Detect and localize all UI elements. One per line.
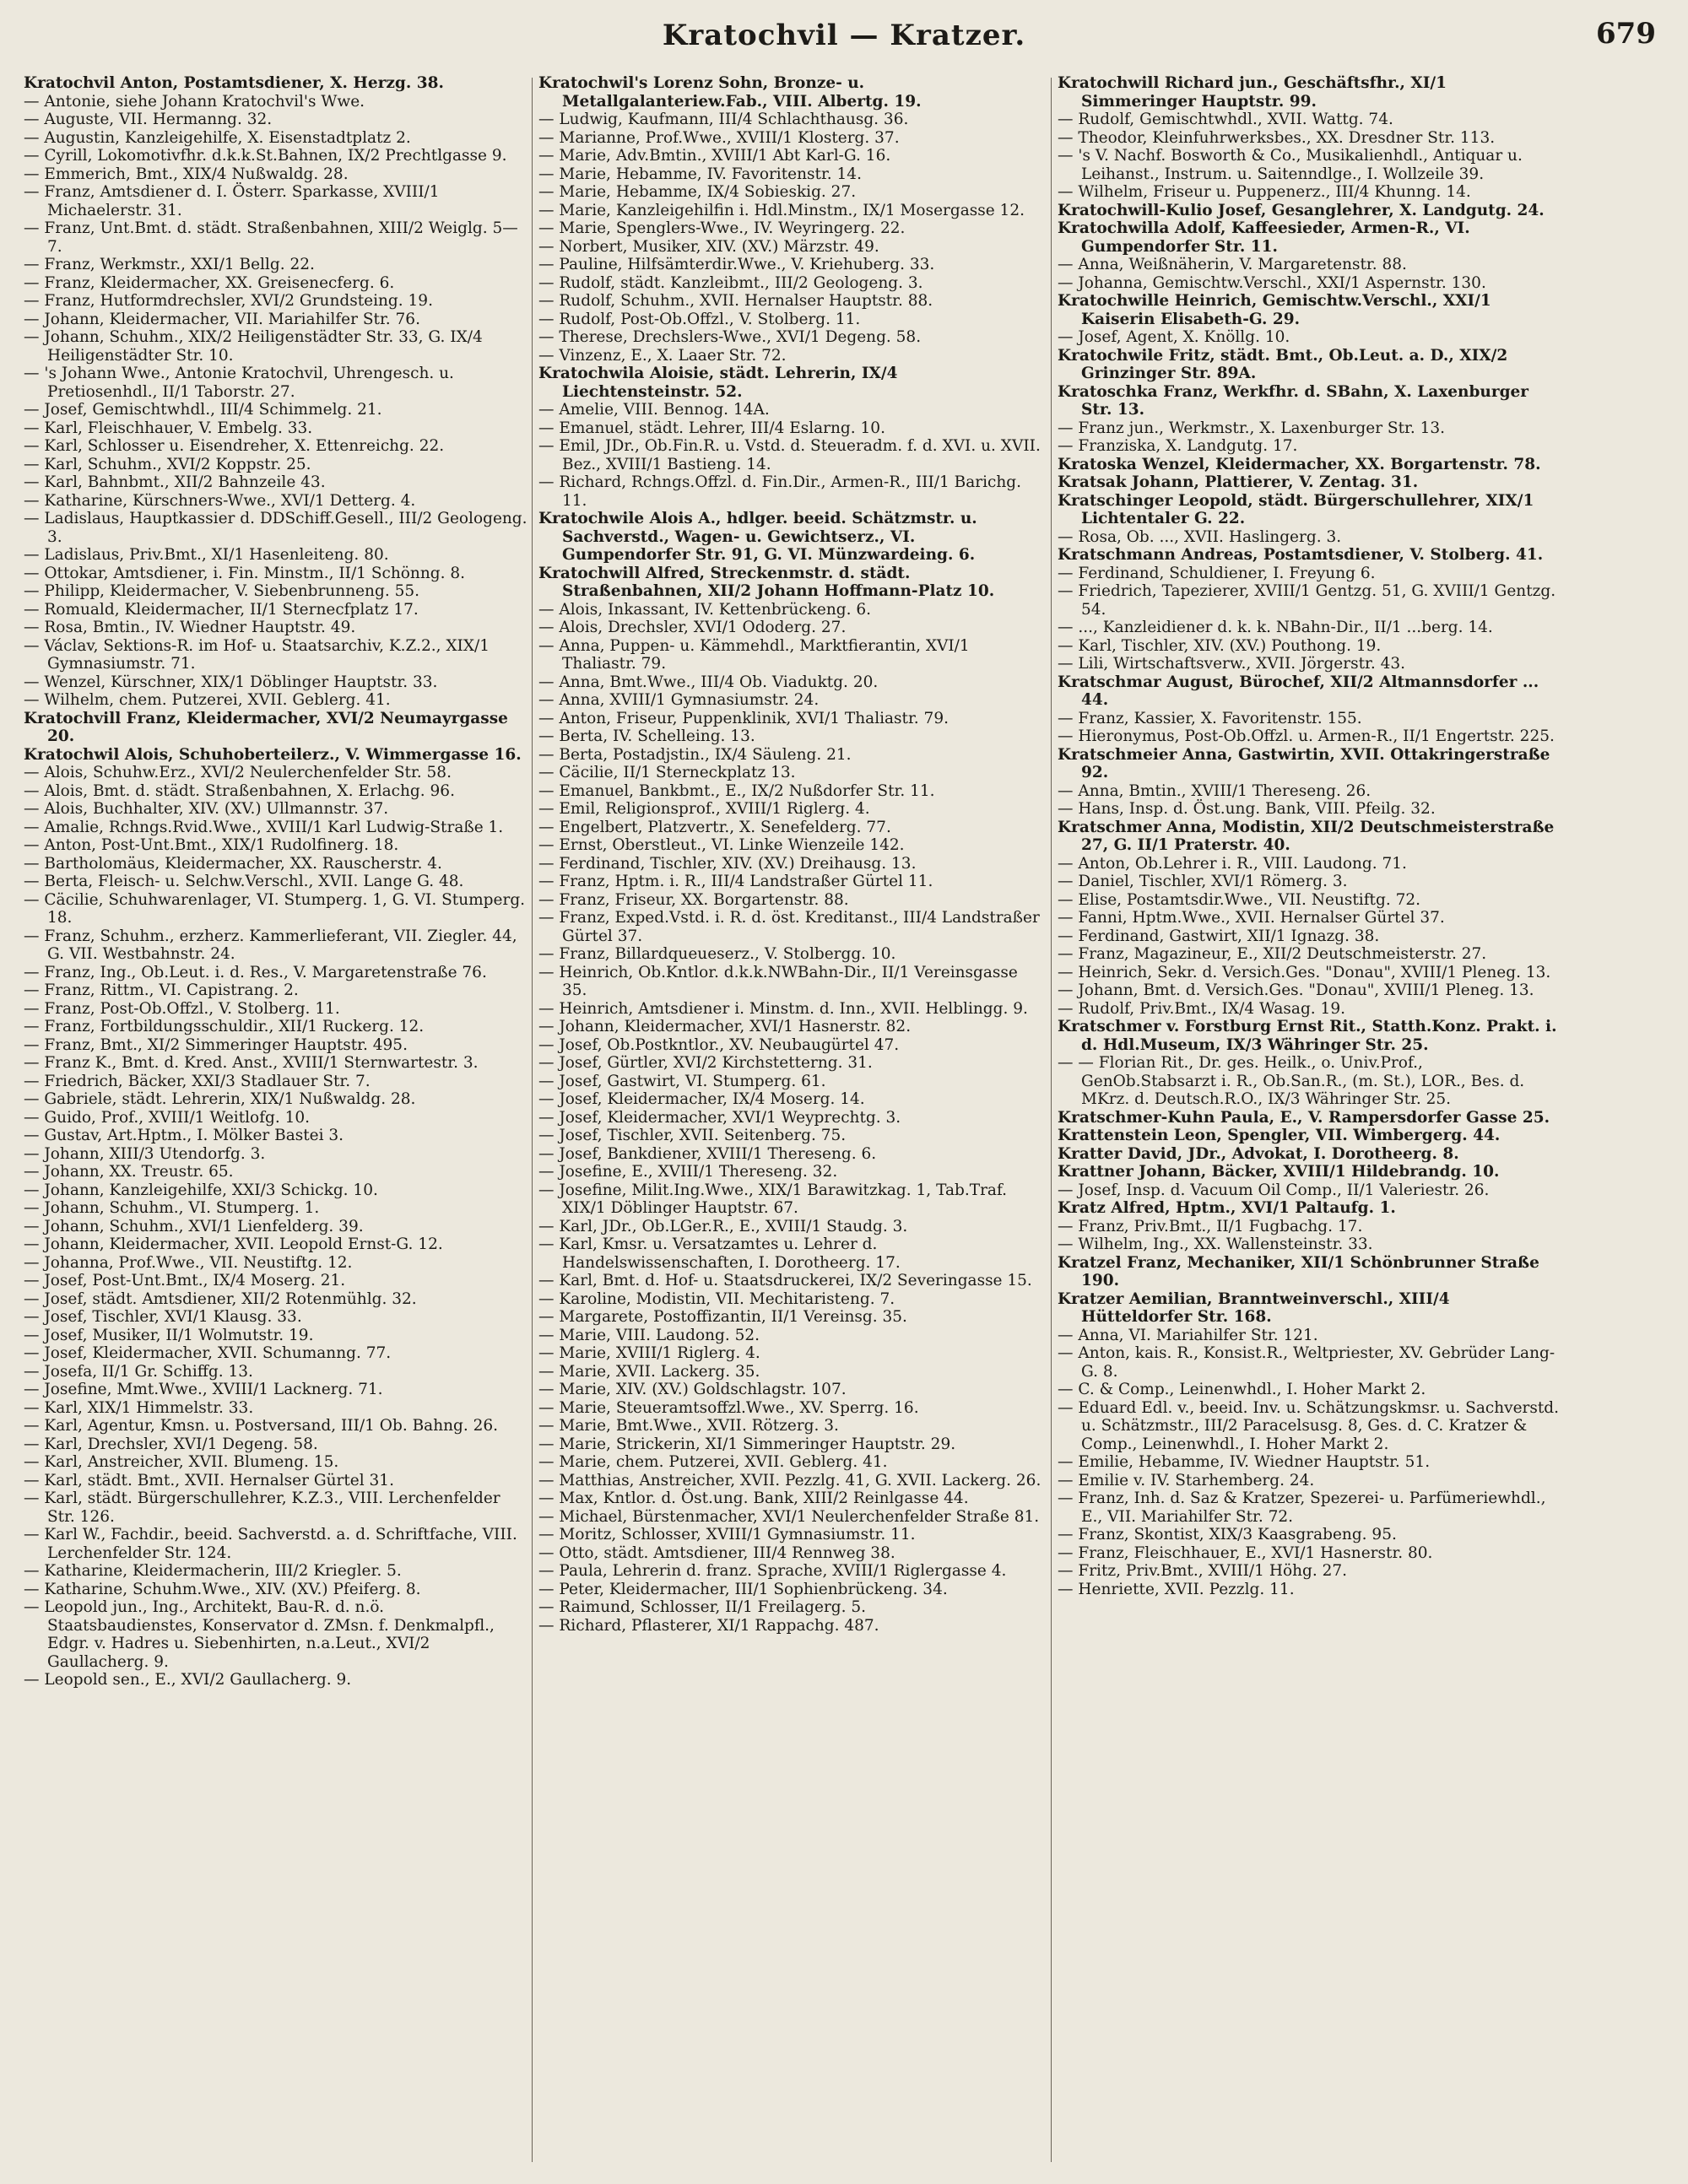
directory-entry-heading: Kratochwill Alfred, Streckenmstr. d. städt. Straßenbahnen, XII/2 Johann Hoffmann-Platz 10.	[538, 564, 995, 600]
directory-entry: — Johann, Kanzleigehilfe, XXI/3 Schickg. 10.	[24, 1181, 378, 1199]
directory-entry: — Josef, Kleidermacher, IX/4 Moserg. 14.	[538, 1090, 865, 1108]
directory-entry: — Cäcilie, II/1 Sterneckplatz 13.	[538, 764, 796, 781]
directory-entry: — Fanni, Hptm.Wwe., XVII. Hernalser Gürtel 37.	[1058, 909, 1445, 927]
directory-entry: — Franz, Werkmstr., XXI/1 Bellg. 22.	[24, 256, 315, 273]
directory-entry: — Karoline, Modistin, VII. Mechitaristeng. 7.	[538, 1289, 895, 1308]
directory-entry: — Karl, Anstreicher, XVII. Blumeng. 15.	[24, 1453, 339, 1471]
directory-entry: — Josef, städt. Amtsdiener, XII/2 Rotenmühlg. 32.	[24, 1289, 417, 1308]
directory-entry: — Johann, XX. Treustr. 65.	[24, 1163, 234, 1181]
directory-entry: — Anna, XVIII/1 Gymnasiumstr. 24.	[538, 691, 820, 709]
directory-entry: — Johann, Bmt. d. Versich.Ges. "Donau", XVIII/1 Pleneg. 13.	[1058, 981, 1534, 999]
directory-entry: — Ladislaus, Priv.Bmt., XI/1 Hasenleiteng. 80.	[24, 546, 389, 564]
directory-entry: — Amalie, Rchngs.Rvid.Wwe., XVIII/1 Karl Ludwig-Straße 1.	[24, 818, 504, 836]
directory-entry: — Guido, Prof., XVIII/1 Weitlofg. 10.	[24, 1108, 311, 1127]
directory-entry: — Rudolf, Priv.Bmt., IX/4 Wasag. 19.	[1058, 999, 1345, 1018]
directory-entry: — C. & Comp., Leinenwhdl., I. Hoher Markt 2.	[1058, 1381, 1426, 1398]
directory-entry-heading: Kratochwill Richard jun., Geschäftsfhr., XI/1 Simmeringer Hauptstr. 99.	[1058, 74, 1447, 111]
directory-entry: — Josefine, Mmt.Wwe., XVIII/1 Lacknerg. 71.	[24, 1381, 383, 1398]
directory-entry: — Anna, VI. Mariahilfer Str. 121.	[1058, 1326, 1318, 1344]
directory-entry: — Marie, Steueramtsoffzl.Wwe., XV. Sperrg. 16.	[538, 1398, 919, 1417]
directory-entry: — Wilhelm, Ing., XX. Wallensteinstr. 33.	[1058, 1235, 1373, 1253]
directory-entry: — Michael, Bürstenmacher, XVI/1 Neulerchenfelder Straße 81.	[538, 1507, 1040, 1526]
directory-entry: — Katharine, Schuhm.Wwe., XIV. (XV.) Pfeiferg. 8.	[24, 1580, 421, 1598]
directory-entry-heading: Kratschmer-Kuhn Paula, E., V. Rampersdorfer Gasse 25.	[1058, 1108, 1550, 1127]
column-divider	[532, 78, 533, 2162]
directory-entry: — Johann, Schuhm., VI. Stumperg. 1.	[24, 1199, 320, 1217]
directory-entry: — Ludwig, Kaufmann, III/4 Schlachthausg. 36.	[538, 111, 909, 128]
directory-entry: — Rudolf, Schuhm., XVII. Hernalser Hauptstr. 88.	[538, 292, 933, 310]
directory-entry: — Friedrich, Bäcker, XXI/3 Stadlauer Str. 7.	[24, 1072, 371, 1090]
directory-entry: — Franz, Kassier, X. Favoritenstr. 155.	[1058, 709, 1362, 727]
directory-entry-heading: Kratochwil's Lorenz Sohn, Bronze- u. Metallgalanteriew.Fab., VIII. Albertg. 19.	[538, 74, 922, 111]
directory-entry: — Johann, Kleidermacher, XVI/1 Hasnerstr. 82.	[538, 1018, 912, 1035]
directory-entry: — Franz, Unt.Bmt. d. städt. Straßenbahnen, XIII/2 Weiglg. 5—7.	[24, 219, 518, 256]
directory-entry: — Josef, Agent, X. Knöllg. 10.	[1058, 328, 1290, 346]
directory-entry: — Anna, Bmtin., XVIII/1 Thereseng. 26.	[1058, 781, 1372, 800]
directory-entry: — Marie, XVIII/1 Riglerg. 4.	[538, 1344, 760, 1362]
directory-entry: — Marie, Bmt.Wwe., XVII. Rötzerg. 3.	[538, 1417, 839, 1435]
directory-entry: — Alois, Buchhalter, XIV. (XV.) Ullmannstr. 37.	[24, 800, 389, 818]
directory-entry: — Franz, Exped.Vstd. i. R. d. öst. Kreditanst., III/4 Landstraßer Gürtel 37.	[538, 909, 1040, 945]
directory-entry: — 's Johann Wwe., Antonie Kratochvil, Uhrengesch. u. Pretiosenhdl., II/1 Taborstr. 27.	[24, 365, 454, 401]
directory-entry: — Karl, Schuhm., XVI/2 Koppstr. 25.	[24, 455, 311, 473]
directory-entry: — Ferdinand, Tischler, XIV. (XV.) Dreihausg. 13.	[538, 854, 917, 873]
directory-entry: — Rudolf, Gemischtwhdl., XVII. Wattg. 74.	[1058, 111, 1393, 128]
directory-entry: — Josef, Post-Unt.Bmt., IX/4 Moserg. 21.	[24, 1272, 346, 1289]
directory-entry: — Franz, Billardqueueserz., V. Stolbergg. 10.	[538, 945, 896, 963]
directory-entry: — Marianne, Prof.Wwe., XVIII/1 Klosterg. 37.	[538, 128, 900, 147]
directory-entry: — Josefine, Milit.Ing.Wwe., XIX/1 Barawitzkag. 1, Tab.Traf. XIX/1 Döblinger Hauptstr. 67.	[538, 1181, 1008, 1217]
directory-entry: — Vinzenz, E., X. Laaer Str. 72.	[538, 346, 787, 365]
directory-entry: — Franz, Inh. d. Saz & Kratzer, Spezerei- u. Parfümeriewhdl., E., VII. Mariahilfer Str. 72.	[1058, 1489, 1546, 1526]
directory-entry-heading: Kratoska Wenzel, Kleidermacher, XX. Borgartenstr. 78.	[1058, 455, 1541, 473]
directory-entry: — Franz, Fleischhauer, E., XVI/1 Hasnerstr. 80.	[1058, 1543, 1433, 1562]
directory-entry: — Alois, Drechsler, XVI/1 Ododerg. 27.	[538, 619, 847, 636]
directory-entry: — Karl, Tischler, XIV. (XV.) Pouthong. 19.	[1058, 636, 1382, 655]
directory-entry: — Engelbert, Platzvertr., X. Senefelderg. 77.	[538, 818, 891, 836]
directory-entry: — Eduard Edl. v., beeid. Inv. u. Schätzungskmsr. u. Sachverstd. u. Schätzmstr., III/2 Paracelsusg. 8, Ges. d. C. Kratzer & Comp., Leinenwhdl., I. Hoher Markt 2.	[1058, 1398, 1560, 1453]
directory-entry: — Marie, Hebamme, IX/4 Sobieskig. 27.	[538, 183, 857, 201]
directory-entry: — Karl, Bmt. d. Hof- u. Staatsdruckerei, IX/2 Severingasse 15.	[538, 1272, 1032, 1289]
directory-entry: — Ernst, Oberstleut., VI. Linke Wienzeile 142.	[538, 836, 905, 854]
directory-entry: — Anton, Post-Unt.Bmt., XIX/1 Rudolfinerg. 18.	[24, 836, 399, 854]
directory-entry: — Emanuel, städt. Lehrer, III/4 Eslarng. 10.	[538, 419, 885, 437]
directory-entry-heading: Krattenstein Leon, Spengler, VII. Wimbergerg. 44.	[1058, 1127, 1501, 1144]
directory-entry: — Alois, Schuhw.Erz., XVI/2 Neulerchenfelder Str. 58.	[24, 764, 452, 781]
directory-entry: — Rudolf, städt. Kanzleibmt., III/2 Geologeng. 3.	[538, 273, 923, 292]
directory-entry-heading: Kratochwile Fritz, städt. Bmt., Ob.Leut. a. D., XIX/2 Grinzinger Str. 89A.	[1058, 346, 1508, 382]
directory-entry: — Josef, Gürtler, XVI/2 Kirchstetterng. 31.	[538, 1054, 873, 1072]
directory-entry: — Alois, Inkassant, IV. Kettenbrückeng. 6.	[538, 600, 872, 619]
directory-entry: — Berta, Postadjstin., IX/4 Säuleng. 21.	[538, 745, 852, 764]
directory-entry: — Josef, Tischler, XVI/1 Klausg. 33.	[24, 1308, 302, 1326]
directory-entry-heading: Kratochwil Alois, Schuhoberteilerz., V. Wimmergasse 16.	[24, 745, 522, 764]
directory-entry: — Emmerich, Bmt., XIX/4 Nußwaldg. 28.	[24, 165, 349, 183]
directory-entry: — Josef, Kleidermacher, XVII. Schumanng. 77.	[24, 1344, 392, 1362]
directory-entry: — Franz, Rittm., VI. Capistrang. 2.	[24, 981, 299, 999]
directory-entry: — Richard, Rchngs.Offzl. d. Fin.Dir., Armen-R., III/1 Barichg. 11.	[538, 473, 1022, 510]
directory-entry: — Leopold jun., Ing., Architekt, Bau-R. d. n.ö. Staatsbaudienstes, Konservator d. ZMsn. f. Denkmalpfl., Edgr. v. Hadres u. Siebenhirten, n.a.Leut., XVI/2 Gaullacherg. 9.	[24, 1598, 495, 1671]
directory-entry-heading: Kratz Alfred, Hptm., XVI/1 Paltaufg. 1.	[1058, 1199, 1396, 1217]
directory-entry: — Josef, Musiker, II/1 Wolmutstr. 19.	[24, 1326, 314, 1344]
directory-entry: — Karl, Bahnbmt., XII/2 Bahnzeile 43.	[24, 473, 326, 491]
directory-entry: — Karl, städt. Bmt., XVII. Hernalser Gürtel 31.	[24, 1471, 394, 1489]
directory-entry: — Heinrich, Amtsdiener i. Minstm. d. Inn., XVII. Helblingg. 9.	[538, 999, 1028, 1018]
directory-entry-heading: Kratter David, JDr., Advokat, I. Dorotheerg. 8.	[1058, 1144, 1459, 1163]
directory-entry: — Norbert, Musiker, XIV. (XV.) Märzstr. 49.	[538, 237, 879, 256]
directory-entry: — Heinrich, Sekr. d. Versich.Ges. "Donau", XVIII/1 Pleneg. 13.	[1058, 963, 1551, 981]
directory-entry-heading: Kratschmar August, Bürochef, XII/2 Altmannsdorfer ... 44.	[1058, 673, 1539, 709]
directory-entry-heading: Kratschinger Leopold, städt. Bürgerschullehrer, XIX/1 Lichtentaler G. 22.	[1058, 491, 1534, 527]
directory-entry-heading: Kratschmer Anna, Modistin, XII/2 Deutschmeisterstraße 27, G. II/1 Praterstr. 40.	[1058, 818, 1555, 854]
directory-entry: — Johann, Schuhm., XIX/2 Heiligenstädter Str. 33, G. IX/4 Heiligenstädter Str. 10.	[24, 328, 483, 365]
directory-entry: — Max, Kntlor. d. Öst.ung. Bank, XIII/2 Reinlgasse 44.	[538, 1489, 969, 1507]
directory-entry-heading: Kratschmann Andreas, Postamtsdiener, V. Stolberg. 41.	[1058, 546, 1544, 564]
directory-entry: — Franz, Priv.Bmt., II/1 Fugbachg. 17.	[1058, 1217, 1363, 1235]
directory-entry: — Anna, Weißnäherin, V. Margaretenstr. 88.	[1058, 256, 1407, 273]
directory-entry: — Franz, Hptm. i. R., III/4 Landstraßer Gürtel 11.	[538, 873, 933, 890]
directory-entry: — Franz, Schuhm., erzherz. Kammerlieferant, VII. Ziegler. 44, G. VII. Westbahnstr. 24.	[24, 927, 517, 963]
directory-entry: — Anna, Bmt.Wwe., III/4 Ob. Viaduktg. 20.	[538, 673, 879, 691]
directory-entry: — Rosa, Ob. ..., XVII. Haslingerg. 3.	[1058, 527, 1342, 546]
directory-entry: — Emilie, Hebamme, IV. Wiedner Hauptstr. 51.	[1058, 1453, 1431, 1471]
directory-entry: — Marie, Hebamme, IV. Favoritenstr. 14.	[538, 165, 862, 183]
directory-entry: — Karl, städt. Bürgerschullehrer, K.Z.3., VIII. Lerchenfelder Str. 126.	[24, 1489, 500, 1526]
directory-entry-heading: Kratoschka Franz, Werkfhr. d. SBahn, X. Laxenburger Str. 13.	[1058, 382, 1529, 419]
directory-entry: — Emil, Religionsprof., XVIII/1 Riglerg. 4.	[538, 800, 870, 818]
directory-entry: — ..., Kanzleidiener d. k. k. NBahn-Dir., II/1 ...berg. 14.	[1058, 619, 1493, 636]
directory-entry: — Marie, XIV. (XV.) Goldschlagstr. 107.	[538, 1381, 847, 1398]
directory-entry-heading: Kratochwill-Kulio Josef, Gesanglehrer, X. Landgutg. 24.	[1058, 201, 1545, 219]
directory-entry: — Václav, Sektions-R. im Hof- u. Staatsarchiv, K.Z.2., XIX/1 Gymnasiumstr. 71.	[24, 636, 490, 673]
directory-entry: — Gabriele, städt. Lehrerin, XIX/1 Nußwaldg. 28.	[24, 1090, 416, 1108]
directory-entry-heading: Krattner Johann, Bäcker, XVIII/1 Hildebrandg. 10.	[1058, 1163, 1500, 1181]
directory-entry: — Friedrich, Tapezierer, XVIII/1 Gentzg. 51, G. XVIII/1 Gentzg. 54.	[1058, 582, 1556, 619]
directory-entry: — Heinrich, Ob.Kntlor. d.k.k.NWBahn-Dir., II/1 Vereinsgasse 35.	[538, 963, 1018, 999]
directory-entry: — Theodor, Kleinfuhrwerksbes., XX. Dresdner Str. 113.	[1058, 128, 1496, 147]
directory-entry: — Ladislaus, Hauptkassier d. DDSchiff.Gesell., III/2 Geologeng. 3.	[24, 510, 528, 546]
directory-entry: — Franz, Friseur, XX. Borgartenstr. 88.	[538, 890, 849, 909]
column-3	[1058, 74, 1562, 2167]
directory-entry: — Josef, Kleidermacher, XVI/1 Weyprechtg. 3.	[538, 1108, 901, 1127]
directory-entry: — Daniel, Tischler, XVI/1 Römerg. 3.	[1058, 873, 1348, 890]
page-header-title: Kratochvil — Kratzer.	[662, 19, 1026, 52]
directory-entry: — Romuald, Kleidermacher, II/1 Sternecfplatz 17.	[24, 600, 419, 619]
directory-entry: — Anton, Ob.Lehrer i. R., VIII. Laudong. 71.	[1058, 854, 1407, 873]
column-divider	[1051, 78, 1052, 2162]
directory-entry: — Josef, Gastwirt, VI. Stumperg. 61.	[538, 1072, 826, 1090]
directory-entry: — Emanuel, Bankbmt., E., IX/2 Nußdorfer Str. 11.	[538, 781, 935, 800]
directory-entry: — Franz, Post-Ob.Offzl., V. Stolberg. 11.	[24, 999, 340, 1018]
directory-entry: — Berta, IV. Schelleing. 13.	[538, 727, 755, 745]
directory-entry: — Hans, Insp. d. Öst.ung. Bank, VIII. Pfeilg. 32.	[1058, 800, 1436, 818]
directory-entry: — Anna, Puppen- u. Kämmehdl., Marktfierantin, XVI/1 Thaliastr. 79.	[538, 636, 970, 673]
directory-entry: — Karl, JDr., Ob.LGer.R., E., XVIII/1 Staudg. 3.	[538, 1217, 908, 1235]
directory-entry: — Franziska, X. Landgutg. 17.	[1058, 437, 1298, 455]
directory-entry: — Johann, Schuhm., XVI/1 Lienfelderg. 39.	[24, 1217, 364, 1235]
directory-entry-heading: Kratochwilla Adolf, Kaffeesieder, Armen-R., VI. Gumpendorfer Str. 11.	[1058, 219, 1470, 256]
directory-entry: — Cyrill, Lokomotivfhr. d.k.k.St.Bahnen, IX/2 Prechtlgasse 9.	[24, 147, 507, 165]
directory-entry: — Amelie, VIII. Bennog. 14A.	[538, 401, 770, 419]
directory-entry: — Marie, Kanzleigehilfin i. Hdl.Minstm., IX/1 Mosergasse 12.	[538, 201, 1025, 219]
directory-entry: — Bartholomäus, Kleidermacher, XX. Rauscherstr. 4.	[24, 854, 442, 873]
directory-entry: — Auguste, VII. Hermanng. 32.	[24, 111, 273, 128]
directory-entry: — Paula, Lehrerin d. franz. Sprache, XVIII/1 Riglergasse 4.	[538, 1562, 1007, 1580]
directory-entry: — Johanna, Prof.Wwe., VII. Neustiftg. 12.	[24, 1253, 353, 1272]
directory-entry: — — Florian Rit., Dr. ges. Heilk., o. Univ.Prof., GenOb.Stabsarzt i. R., Ob.San.R., (m. St.), LOR., Bes. d. MKrz. d. Deutsch.R.O., IX/3 Währinger Str. 25.	[1058, 1054, 1525, 1108]
directory-entry: — Margarete, Postoffizantin, II/1 Vereinsg. 35.	[538, 1308, 907, 1326]
directory-entry: — Karl W., Fachdir., beeid. Sachverstd. a. d. Schriftfache, VIII. Lerchenfelder Str. 124.	[24, 1526, 517, 1562]
directory-entry: — Antonie, siehe Johann Kratochvil's Wwe.	[24, 92, 365, 111]
directory-entry: — Pauline, Hilfsämterdir.Wwe., V. Kriehuberg. 33.	[538, 256, 935, 273]
directory-entry: — Josef, Insp. d. Vacuum Oil Comp., II/1 Valeriestr. 26.	[1058, 1181, 1490, 1199]
directory-entry: — Marie, Adv.Bmtin., XVIII/1 Abt Karl-G. 16.	[538, 147, 891, 165]
directory-entry: — Leopold sen., E., XVI/2 Gaullacherg. 9.	[24, 1671, 352, 1689]
column-2	[538, 74, 1043, 2167]
directory-entry: — Karl, Kmsr. u. Versatzamtes u. Lehrer d. Handelswissenschaften, I. Dorotheerg. 17.	[538, 1235, 901, 1272]
directory-entry: — Henriette, XVII. Pezzlg. 11.	[1058, 1580, 1295, 1598]
directory-entry: — Karl, Schlosser u. Eisendreher, X. Ettenreichg. 22.	[24, 437, 445, 455]
directory-entry: — Josef, Ob.Postkntlor., XV. Neubaugürtel 47.	[538, 1035, 900, 1054]
directory-entry: — Elise, Postamtsdir.Wwe., VII. Neustiftg. 72.	[1058, 890, 1421, 909]
directory-entry: — Wilhelm, chem. Putzerei, XVII. Geblerg. 41.	[24, 691, 391, 709]
directory-entry: — Alois, Bmt. d. städt. Straßenbahnen, X. Erlachg. 96.	[24, 781, 455, 800]
directory-entry: — Fritz, Priv.Bmt., XVIII/1 Höhg. 27.	[1058, 1562, 1348, 1580]
directory-entry: — Hieronymus, Post-Ob.Offzl. u. Armen-R., II/1 Engertstr. 225.	[1058, 727, 1555, 745]
directory-entry: — Lili, Wirtschaftsverw., XVII. Jörgerstr. 43.	[1058, 655, 1406, 673]
directory-entry-heading: Kratschmeier Anna, Gastwirtin, XVII. Ottakringerstraße 92.	[1058, 745, 1550, 781]
directory-entry: — Franz, Bmt., XI/2 Simmeringer Hauptstr. 495.	[24, 1035, 408, 1054]
directory-entry: — 's V. Nachf. Bosworth & Co., Musikalienhdl., Antiquar u. Leihanst., Instrum. u. Saitenndlge., I. Wollzeile 39.	[1058, 147, 1523, 183]
directory-entry: — Philipp, Kleidermacher, V. Siebenbrunneng. 55.	[24, 582, 419, 600]
directory-entry: — Josef, Gemischtwhdl., III/4 Schimmelg. 21.	[24, 401, 382, 419]
directory-entry-heading: Kratzer Aemilian, Branntweinverschl., XIII/4 Hütteldorfer Str. 168.	[1058, 1289, 1450, 1326]
directory-entry: — Emil, JDr., Ob.Fin.R. u. Vstd. d. Steueradm. f. d. XVI. u. XVII. Bez., XVIII/1 Bastieng. 14.	[538, 437, 1041, 473]
directory-entry: — Gustav, Art.Hptm., I. Mölker Bastei 3.	[24, 1127, 344, 1144]
directory-entry: — Richard, Pflasterer, XI/1 Rappachg. 487.	[538, 1616, 879, 1635]
directory-entry: — Moritz, Schlosser, XVIII/1 Gymnasiumstr. 11.	[538, 1526, 916, 1543]
directory-entry: — Rosa, Bmtin., IV. Wiedner Hauptstr. 49.	[24, 619, 356, 636]
directory-entry: — Marie, chem. Putzerei, XVII. Geblerg. 41.	[538, 1453, 888, 1471]
directory-entry: — Karl, XIX/1 Himmelstr. 33.	[24, 1398, 254, 1417]
directory-entry: — Anton, kais. R., Konsist.R., Weltpriester, XV. Gebrüder Lang-G. 8.	[1058, 1344, 1555, 1381]
directory-entry: — Franz, Fortbildungsschuldir., XII/1 Ruckerg. 12.	[24, 1018, 425, 1035]
directory-entry: — Ferdinand, Gastwirt, XII/1 Ignazg. 38.	[1058, 927, 1380, 945]
directory-entry: — Franz, Skontist, XIX/3 Kaasgrabeng. 95.	[1058, 1526, 1397, 1543]
directory-entry: — Franz, Ing., Ob.Leut. i. d. Res., V. Margaretenstraße 76.	[24, 963, 487, 981]
directory-entry: — Marie, Spenglers-Wwe., IV. Weyringerg. 22.	[538, 219, 906, 237]
directory-entry: — Johann, Kleidermacher, XVII. Leopold Ernst-G. 12.	[24, 1235, 443, 1253]
directory-entry: — Josef, Bankdiener, XVIII/1 Thereseng. 6.	[538, 1144, 877, 1163]
directory-entry: — Raimund, Schlosser, II/1 Freilagerg. 5.	[538, 1598, 867, 1616]
page-number: 679	[1596, 17, 1656, 51]
directory-entry: — Josef, Tischler, XVII. Seitenberg. 75.	[538, 1127, 847, 1144]
directory-entry: — Wenzel, Kürschner, XIX/1 Döblinger Hauptstr. 33.	[24, 673, 438, 691]
directory-entry: — Johann, XIII/3 Utendorfg. 3.	[24, 1144, 266, 1163]
directory-entry: — Rudolf, Post-Ob.Offzl., V. Stolberg. 11.	[538, 310, 861, 328]
directory-entry: — Marie, XVII. Lackerg. 35.	[538, 1362, 760, 1381]
directory-entry-heading: Kratochvil Anton, Postamtsdiener, X. Herzg. 38.	[24, 74, 444, 92]
directory-entry: — Emilie v. IV. Starhemberg. 24.	[1058, 1471, 1315, 1489]
directory-entry: — Franz K., Bmt. d. Kred. Anst., XVIII/1 Sternwartestr. 3.	[24, 1054, 479, 1072]
directory-entry-heading: Kratochwille Heinrich, Gemischtw.Verschl., XXI/1 Kaiserin Elisabeth-G. 29.	[1058, 292, 1491, 328]
directory-entry: — Karl, Drechsler, XVI/1 Degeng. 58.	[24, 1435, 318, 1453]
directory-entry-heading: Kratzel Franz, Mechaniker, XII/1 Schönbrunner Straße 190.	[1058, 1253, 1539, 1289]
directory-entry: — Josefa, II/1 Gr. Schiffg. 13.	[24, 1362, 253, 1381]
directory-entry: — Katharine, Kleidermacherin, III/2 Kriegler. 5.	[24, 1562, 402, 1580]
directory-entry: — Wilhelm, Friseur u. Puppenerz., III/4 Khunng. 14.	[1058, 183, 1471, 201]
directory-entry: — Franz, Magazineur, E., XII/2 Deutschmeisterstr. 27.	[1058, 945, 1487, 963]
column-1	[24, 74, 528, 2167]
directory-entry-heading: Kratochwile Alois A., hdlger. beeid. Schätzmstr. u. Sachverstd., Wagen- u. Gewichtserz., VI. Gumpendorfer Str. 91, G. VI. Münzwardeing. 6.	[538, 510, 977, 564]
directory-entry: — Karl, Fleischhauer, V. Embelg. 33.	[24, 419, 313, 437]
directory-entry: — Cäcilie, Schuhwarenlager, VI. Stumperg. 1, G. VI. Stumperg. 18.	[24, 890, 526, 927]
directory-entry: — Franz jun., Werkmstr., X. Laxenburger Str. 13.	[1058, 419, 1446, 437]
directory-entry: — Augustin, Kanzleigehilfe, X. Eisenstadtplatz 2.	[24, 128, 411, 147]
directory-entry: — Franz, Amtsdiener d. I. Österr. Sparkasse, XVIII/1 Michaelerstr. 31.	[24, 183, 440, 219]
directory-entry: — Franz, Hutformdrechsler, XVI/2 Grundsteing. 19.	[24, 292, 433, 310]
directory-entry: — Franz, Kleidermacher, XX. Greisenecferg. 6.	[24, 273, 395, 292]
directory-entry: — Anton, Friseur, Puppenklinik, XVI/1 Thaliastr. 79.	[538, 709, 949, 727]
directory-entry: — Marie, Strickerin, XI/1 Simmeringer Hauptstr. 29.	[538, 1435, 956, 1453]
directory-entry: — Johanna, Gemischtw.Verschl., XXI/1 Aspernstr. 130.	[1058, 273, 1486, 292]
directory-entry: — Karl, Agentur, Kmsn. u. Postversand, III/1 Ob. Bahng. 26.	[24, 1417, 499, 1435]
directory-entry: — Marie, VIII. Laudong. 52.	[538, 1326, 760, 1344]
directory-entry: — Therese, Drechslers-Wwe., XVI/1 Degeng. 58.	[538, 328, 922, 346]
directory-entry: — Berta, Fleisch- u. Selchw.Verschl., XVII. Lange G. 48.	[24, 873, 464, 890]
directory-entry: — Josefine, E., XVIII/1 Thereseng. 32.	[538, 1163, 838, 1181]
directory-entry-heading: Kratochwila Aloisie, städt. Lehrerin, IX/4 Liechtensteinstr. 52.	[538, 365, 898, 401]
directory-entry-heading: Kratochvill Franz, Kleidermacher, XVI/2 Neumayrgasse 20.	[24, 709, 508, 745]
directory-entry: — Peter, Kleidermacher, III/1 Sophienbrückeng. 34.	[538, 1580, 948, 1598]
directory-entry: — Ottokar, Amtsdiener, i. Fin. Minstm., II/1 Schönng. 8.	[24, 564, 466, 582]
directory-entry: — Johann, Kleidermacher, VII. Mariahilfer Str. 76.	[24, 310, 420, 328]
directory-entry-heading: Kratsak Johann, Plattierer, V. Zentag. 31.	[1058, 473, 1419, 491]
directory-entry-heading: Kratschmer v. Forstburg Ernst Rit., Statth.Konz. Prakt. i. d. Hdl.Museum, IX/3 Währinger Str. 25.	[1058, 1018, 1557, 1054]
directory-entry: — Ferdinand, Schuldiener, I. Freyung 6.	[1058, 564, 1376, 582]
directory-entry: — Otto, städt. Amtsdiener, III/4 Rennweg 38.	[538, 1543, 895, 1562]
directory-entry: — Matthias, Anstreicher, XVII. Pezzlg. 41, G. XVII. Lackerg. 26.	[538, 1471, 1041, 1489]
directory-entry: — Katharine, Kürschners-Wwe., XVI/1 Detterg. 4.	[24, 491, 416, 510]
